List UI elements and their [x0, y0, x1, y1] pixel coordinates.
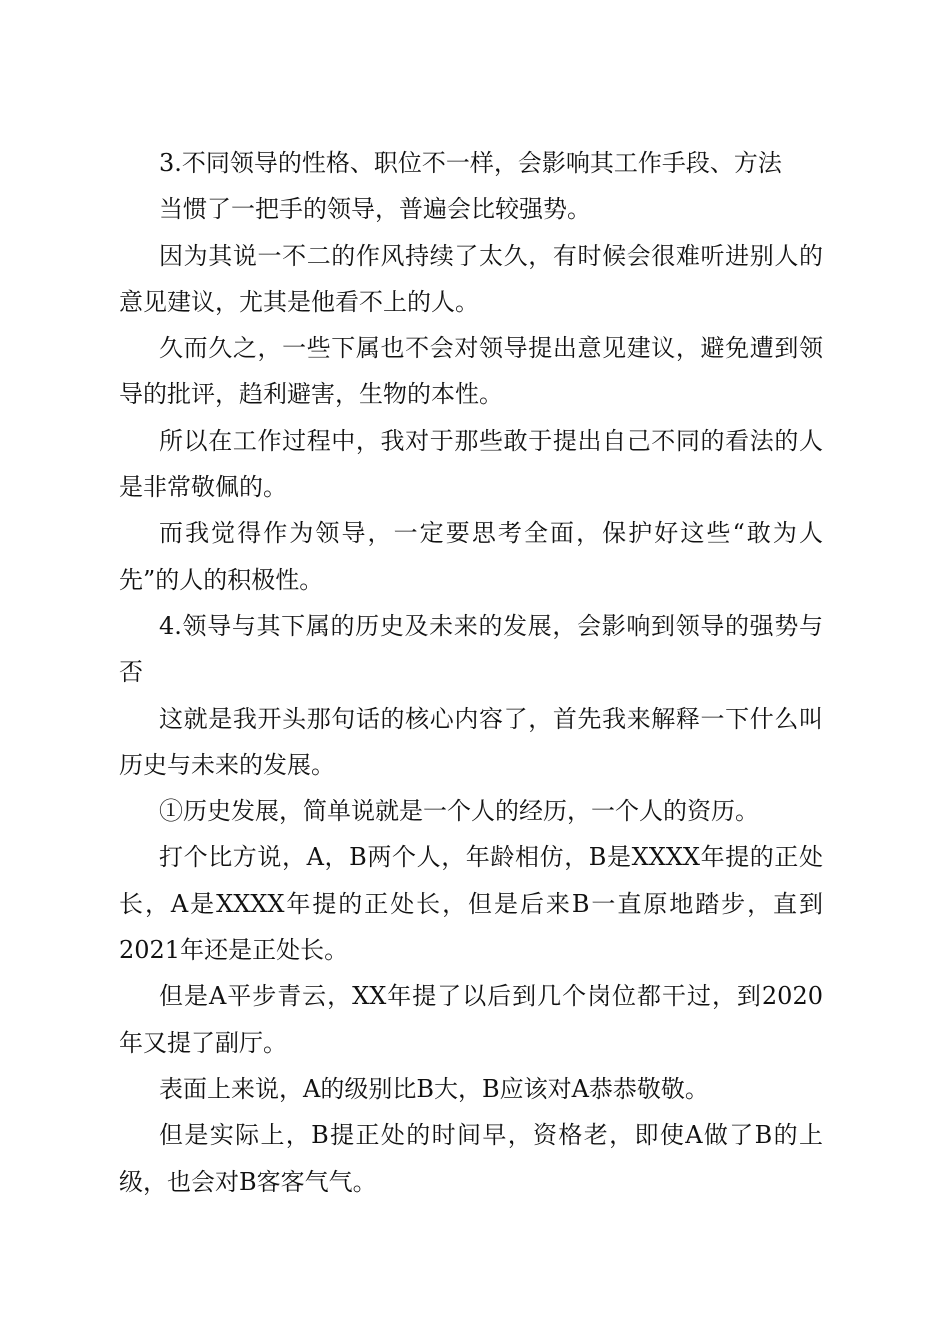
paragraph-7: 4.领导与其下属的历史及未来的发展，会影响到领导的强势与否	[119, 611, 823, 687]
paragraph-6: 而我觉得作为领导，一定要思考全面，保护好这些“敢为人先”的人的积极性。	[119, 519, 823, 594]
paragraph-13: 但是实际上，B提正处的时间早，资格老，即使A做了B的上级，也会对B客客气气。	[119, 1121, 823, 1196]
paragraph-8: 这就是我开头那句话的核心内容了，首先我来解释一下什么叫历史与未来的发展。	[119, 704, 823, 779]
paragraph-9: ①历史发展，简单说就是一个人的经历，一个人的资历。	[159, 797, 759, 826]
paragraph-12: 表面上来说，A的级别比B大，B应该对A恭恭敬敬。	[159, 1074, 709, 1103]
paragraph-4: 久而久之，一些下属也不会对领导提出意见建议，避免遭到领导的批评，趋利避害，生物的本性。	[119, 334, 823, 409]
paragraph-1: 3.不同领导的性格、职位不一样，会影响其工作手段、方法	[159, 149, 782, 177]
paragraph-11: 但是A平步青云，XX年提了以后到几个岗位都干过，到2020年又提了副厅。	[119, 982, 823, 1057]
paragraph-2: 当惯了一把手的领导，普遍会比较强势。	[159, 195, 591, 224]
paragraph-3: 因为其说一不二的作风持续了太久，有时候会很难听进别人的意见建议，尤其是他看不上的人。	[119, 241, 823, 316]
paragraph-5: 所以在工作过程中，我对于那些敢于提出自己不同的看法的人是非常敬佩的。	[119, 426, 823, 502]
document-body	[119, 140, 823, 1205]
paragraph-10: 打个比方说，A，B两个人，年龄相仿，B是XXXX年提的正处长，A是XXXX年提的正处长，但是后来B一直原地踏步，直到2021年还是正处长。	[119, 843, 823, 965]
